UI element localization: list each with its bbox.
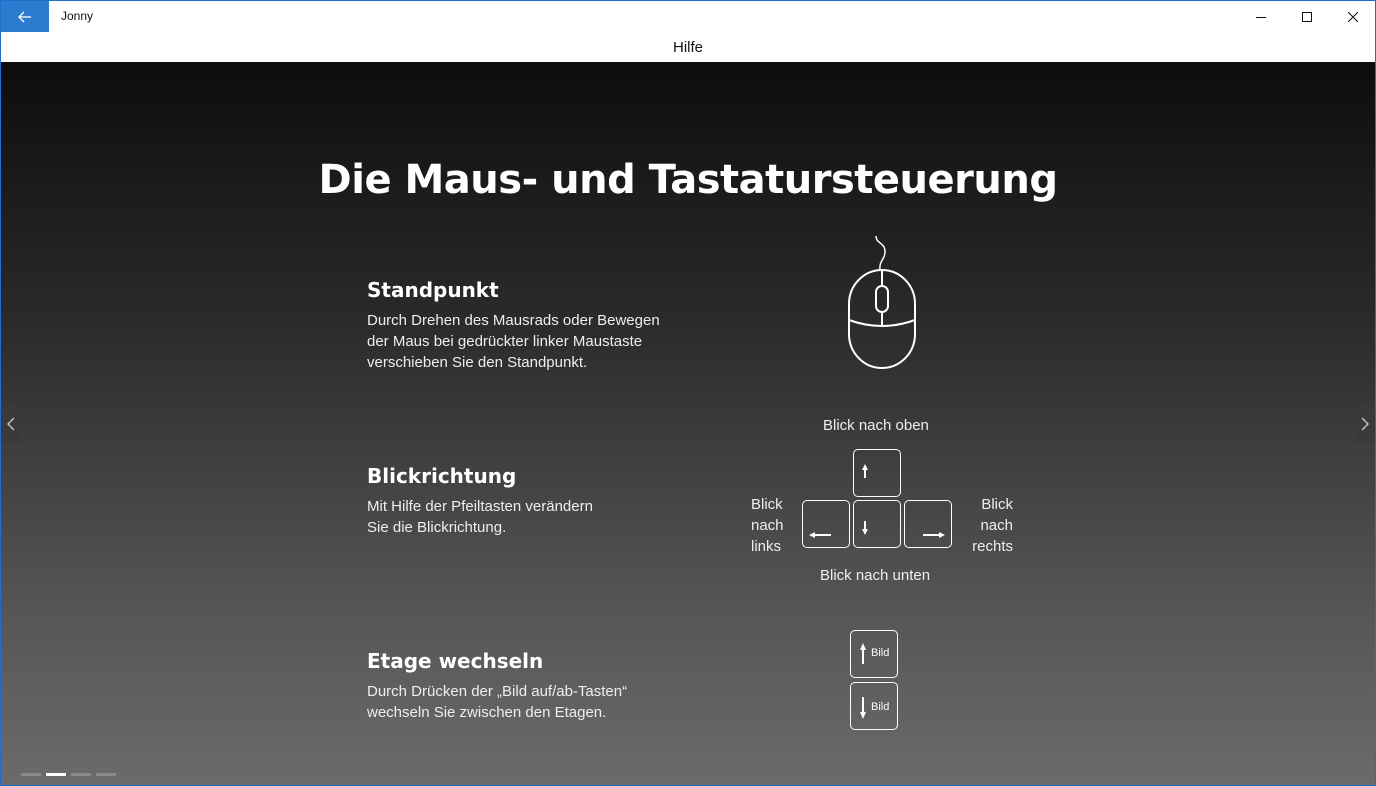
label-look-right: Blick nach rechts	[972, 496, 1013, 555]
previous-page-button[interactable]	[1, 406, 21, 442]
back-button[interactable]	[1, 1, 49, 32]
label-look-down: Blick nach unten	[820, 567, 931, 584]
arrow-up-icon	[851, 631, 871, 676]
minimize-icon	[1256, 12, 1266, 22]
arrow-up-key	[853, 449, 901, 497]
back-arrow-icon	[18, 11, 32, 23]
help-content	[1, 62, 1375, 786]
arrow-down-icon	[851, 683, 871, 728]
arrow-down-icon	[854, 501, 899, 546]
next-page-button[interactable]	[1355, 406, 1375, 442]
maximize-button[interactable]	[1284, 1, 1330, 32]
page-dot[interactable]	[21, 773, 41, 776]
page-down-key	[850, 682, 898, 730]
page-dot[interactable]	[71, 773, 91, 776]
chevron-left-icon	[7, 417, 15, 431]
section-text-standpunkt: Durch Drehen des Mausrads oder Bewegen der Maus bei gedrückter linker Maustaste verschieben Sie den Standpunkt.	[367, 312, 660, 371]
page-header: Hilfe	[1, 33, 1375, 62]
section-title-blickrichtung: Blickrichtung	[367, 464, 517, 488]
section-text-blickrichtung: Mit Hilfe der Pfeiltasten verändern Sie die Blickrichtung.	[367, 498, 593, 536]
arrow-right-icon	[905, 501, 950, 546]
app-title: Jonny	[61, 9, 94, 23]
arrow-up-icon	[854, 450, 899, 495]
page-down-label: Bild	[871, 701, 890, 713]
page-dot[interactable]	[96, 773, 116, 776]
title-bar	[1, 1, 1375, 33]
label-look-left: Blick nach links	[751, 496, 784, 555]
maximize-icon	[1302, 12, 1312, 22]
section-title-standpunkt: Standpunkt	[367, 278, 499, 302]
page-heading: Die Maus- und Tastatursteuerung	[318, 157, 1058, 203]
section-text-etage: Durch Drücken der „Bild auf/ab-Tasten“ wechseln Sie zwischen den Etagen.	[367, 683, 628, 721]
arrow-down-key	[853, 500, 901, 548]
chevron-right-icon	[1361, 417, 1369, 431]
page-dot-active[interactable]	[46, 773, 66, 776]
page-indicator	[21, 773, 116, 776]
close-button[interactable]	[1330, 1, 1376, 32]
mouse-icon	[845, 234, 921, 372]
arrow-left-key	[802, 500, 850, 548]
minimize-button[interactable]	[1238, 1, 1284, 32]
page-up-key	[850, 630, 898, 678]
page-up-label: Bild	[871, 647, 890, 659]
section-title-etage: Etage wechseln	[367, 649, 544, 673]
label-look-up: Blick nach oben	[823, 417, 929, 434]
close-icon	[1348, 12, 1358, 22]
arrow-left-icon	[803, 501, 848, 546]
arrow-right-key	[904, 500, 952, 548]
